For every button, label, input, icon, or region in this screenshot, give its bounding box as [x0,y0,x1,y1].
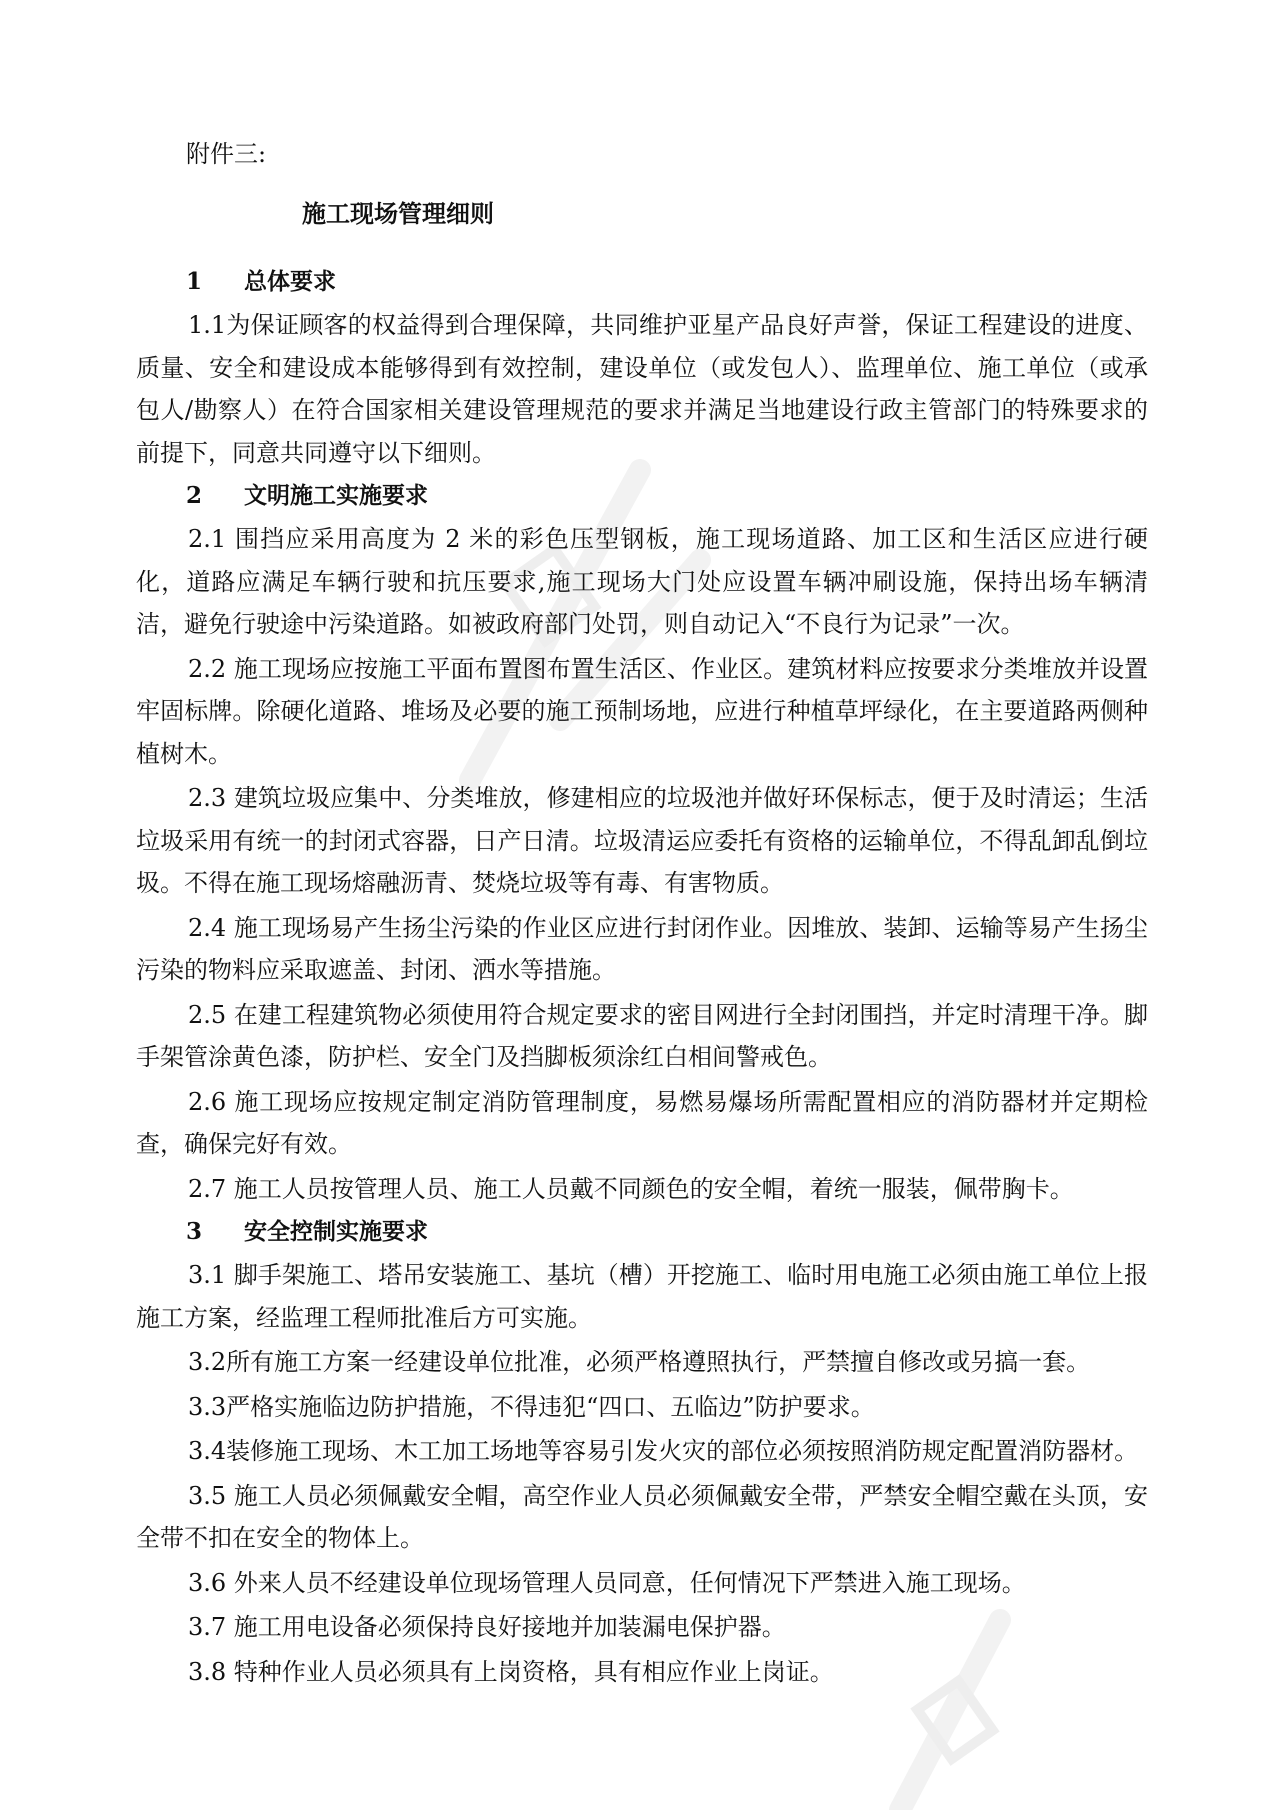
section-title: 安全控制实施要求 [244,1218,428,1245]
paragraph-3-8: 3.8 特种作业人员必须具有上岗资格，具有相应作业上岗证。 [188,1657,834,1686]
paragraph-2-1: 2.1 围挡应采用高度为 2 米的彩色压型钢板，施工现场道路、加工区和生活区应进行硬化，道路应满足车辆行驶和抗压要求,施工现场大门处应设置车辆冲刷设施，保持出场车辆清洁，避免行驶途中污染道路。如被政府部门处罚，则自动记入“不良行为记录”一次。 [136,525,1148,638]
section-number: 3 [186,1218,203,1245]
section-1 [136,262,1148,474]
paragraph-2-4: 2.4 施工现场易产生扬尘污染的作业区应进行封闭作业。因堆放、装卸、运输等易产生扬尘污染的物料应采取遮盖、封闭、洒水等措施。 [136,913,1148,984]
paragraph-1-1: 1.1为保证顾客的权益得到合理保障，共同维护亚星产品良好声誉，保证工程建设的进度、质量、安全和建设成本能够得到有效控制，建设单位（或发包人）、监理单位、施工单位（或承包人/勘察人）在符合国家相关建设管理规范的要求并满足当地建设行政主管部门的特殊要求的前提下，同意共同遵守以下细则。 [136,311,1148,467]
section-title: 总体要求 [244,268,336,295]
paragraph-3-3: 3.3严格实施临边防护措施，不得违犯“四口、五临边”防护要求。 [188,1392,875,1421]
paragraph-3-7: 3.7 施工用电设备必须保持良好接地并加装漏电保护器。 [188,1613,786,1641]
section-2 [136,476,1148,1210]
section-3 [136,1212,1148,1693]
document-body [136,134,1148,1695]
document-title: 施工现场管理细则 [302,199,494,228]
section-number: 2 [186,482,203,509]
section-number: 1 [186,268,203,295]
section-title: 文明施工实施要求 [244,482,428,509]
section-heading [186,1212,1148,1252]
section-heading [186,476,1148,516]
paragraph-3-5: 3.5 施工人员必须佩戴安全帽，高空作业人员必须佩戴安全带，严禁安全帽空戴在头顶，安全带不扣在安全的物体上。 [136,1481,1148,1552]
paragraph-2-7: 2.7 施工人员按管理人员、施工人员戴不同颜色的安全帽，着统一服装，佩带胸卡。 [188,1174,1074,1203]
paragraph-2-6: 2.6 施工现场应按规定制定消防管理制度，易燃易爆场所需配置相应的消防器材并定期检查，确保完好有效。 [136,1087,1148,1158]
paragraph-2-5: 2.5 在建工程建筑物必须使用符合规定要求的密目网进行全封闭围挡，并定时清理干净。脚手架管涂黄色漆，防护栏、安全门及挡脚板须涂红白相间警戒色。 [136,1000,1148,1071]
section-heading [186,262,1148,302]
paragraph-3-2: 3.2所有施工方案一经建设单位批准，必须严格遵照执行，严禁擅自修改或另搞一套。 [188,1348,1091,1376]
attachment-label: 附件三: [186,140,267,168]
paragraph-3-1: 3.1 脚手架施工、塔吊安装施工、基坑（槽）开挖施工、临时用电施工必须由施工单位上报施工方案，经监理工程师批准后方可实施。 [136,1261,1148,1332]
paragraph-2-2: 2.2 施工现场应按施工平面布置图布置生活区、作业区。建筑材料应按要求分类堆放并设置牢固标牌。除硬化道路、堆场及必要的施工预制场地，应进行种植草坪绿化，在主要道路两侧种植树木。 [136,654,1148,768]
paragraph-3-4: 3.4装修施工现场、木工加工场地等容易引发火灾的部位必须按照消防规定配置消防器材。 [188,1437,1139,1465]
paragraph-3-6: 3.6 外来人员不经建设单位现场管理人员同意，任何情况下严禁进入施工现场。 [188,1568,1026,1597]
paragraph-2-3: 2.3 建筑垃圾应集中、分类堆放，修建相应的垃圾池并做好环保标志，便于及时清运；生活垃圾采用有统一的封闭式容器，日产日清。垃圾清运应委托有资格的运输单位，不得乱卸乱倒垃圾。不得在施工现场熔融沥青、焚烧垃圾等有毒、有害物质。 [136,784,1148,897]
